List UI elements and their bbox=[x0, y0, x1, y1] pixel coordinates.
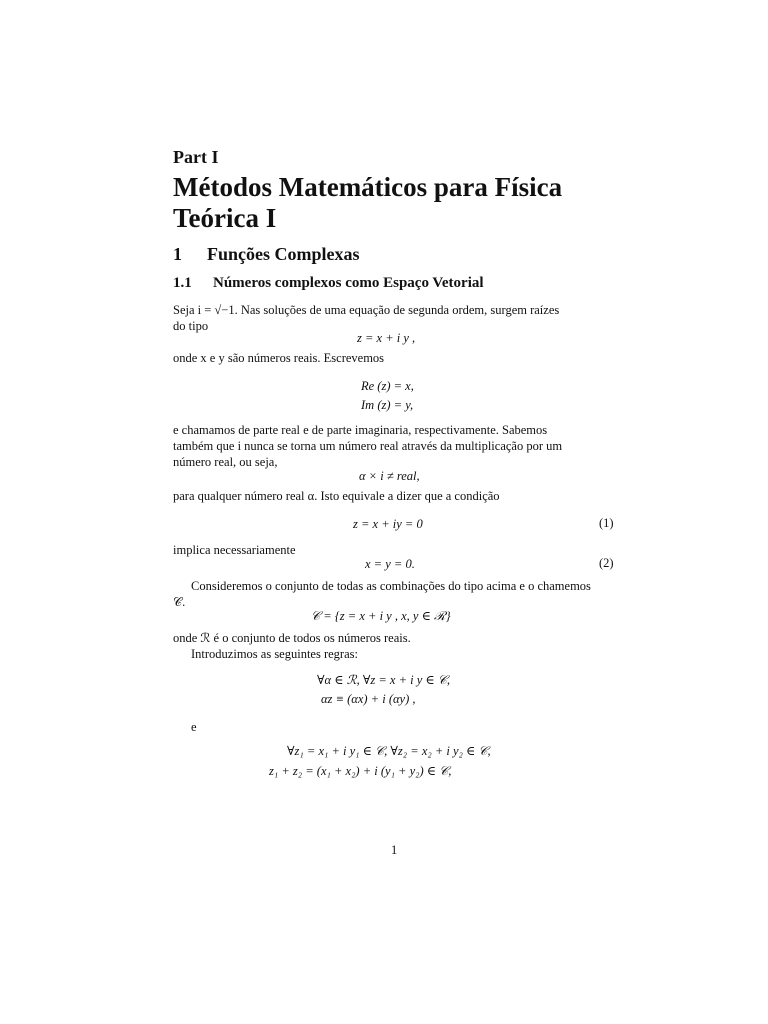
paragraph-6-line-1 bbox=[173, 578, 591, 594]
page-number: 1 bbox=[391, 843, 398, 857]
paragraph-1-line-2: do tipo bbox=[173, 319, 209, 333]
equation-z: z = x + i y , bbox=[357, 331, 416, 345]
section-title: Funções Complexas bbox=[207, 244, 360, 264]
paragraph-7: onde ℛ é o conjunto de todos os números reais. bbox=[173, 631, 411, 645]
paragraph-3-line-1: e chamamos de parte real e de parte imaginaria, respectivamente. Sabemos bbox=[173, 423, 548, 437]
paragraph-9: e bbox=[191, 720, 197, 734]
paragraph-1-line-1: Seja i = √−1. Nas soluções de uma equação de segunda ordem, surgem raízes bbox=[173, 303, 560, 317]
equation-real-part: Re (z) = x, bbox=[361, 379, 414, 393]
equation-2-label: (2) bbox=[599, 556, 614, 570]
equation-rule-1: ∀α ∈ ℛ, ∀z = x + i y ∈ 𝒞, bbox=[317, 673, 451, 687]
paragraph-2: onde x e y são números reais. Escrevemos bbox=[173, 351, 385, 365]
paragraph-3-line-2: também que i nunca se torna um número real através da multiplicação por um bbox=[173, 439, 563, 453]
equation-1-label: (1) bbox=[599, 516, 614, 530]
document-title bbox=[173, 172, 562, 234]
equation-1: z = x + iy = 0 bbox=[353, 517, 423, 531]
equation-imaginary-part: Im (z) = y, bbox=[361, 398, 414, 412]
paragraph-8-text: Introduzimos as seguintes regras: bbox=[191, 647, 358, 661]
paragraph-8 bbox=[173, 646, 358, 662]
subsection-number: 1.1 bbox=[173, 275, 192, 291]
section-number: 1 bbox=[173, 244, 182, 264]
title-line-1: Métodos Matemáticos para Física bbox=[173, 172, 563, 202]
equation-set-definition: 𝒞 = {z = x + i y , x, y ∈ ℛ} bbox=[311, 609, 451, 623]
paragraph-4: para qualquer número real α. Isto equivale a dizer que a condição bbox=[173, 489, 500, 503]
equation-rule-2: αz ≡ (αx) + i (αy) , bbox=[321, 692, 416, 706]
equation-2: x = y = 0. bbox=[365, 557, 415, 571]
title-line-2: Teórica I bbox=[173, 203, 277, 233]
paragraph-3-line-3: número real, ou seja, bbox=[173, 455, 278, 469]
paragraph-6-line-1-text: Consideremos o conjunto de todas as combinações do tipo acima e o chamemos bbox=[191, 579, 591, 593]
section-heading bbox=[173, 244, 360, 265]
subsection-heading bbox=[173, 275, 484, 292]
subsection-title: Números complexos como Espaço Vetorial bbox=[213, 275, 484, 291]
paragraph-6-line-2: 𝒞. bbox=[173, 595, 186, 609]
part-heading: Part I bbox=[173, 147, 219, 167]
paragraph-5: implica necessariamente bbox=[173, 543, 296, 557]
equation-rule-3: ∀z₁ = x₁ + i y₁ ∈ 𝒞, ∀z₂ = x₂ + i y₂ ∈ 𝒞, bbox=[287, 744, 491, 758]
equation-alpha-times-i: α × i ≠ real, bbox=[359, 469, 420, 483]
equation-rule-4: z₁ + z₂ = (x₁ + x₂) + i (y₁ + y₂) ∈ 𝒞, bbox=[269, 764, 452, 778]
